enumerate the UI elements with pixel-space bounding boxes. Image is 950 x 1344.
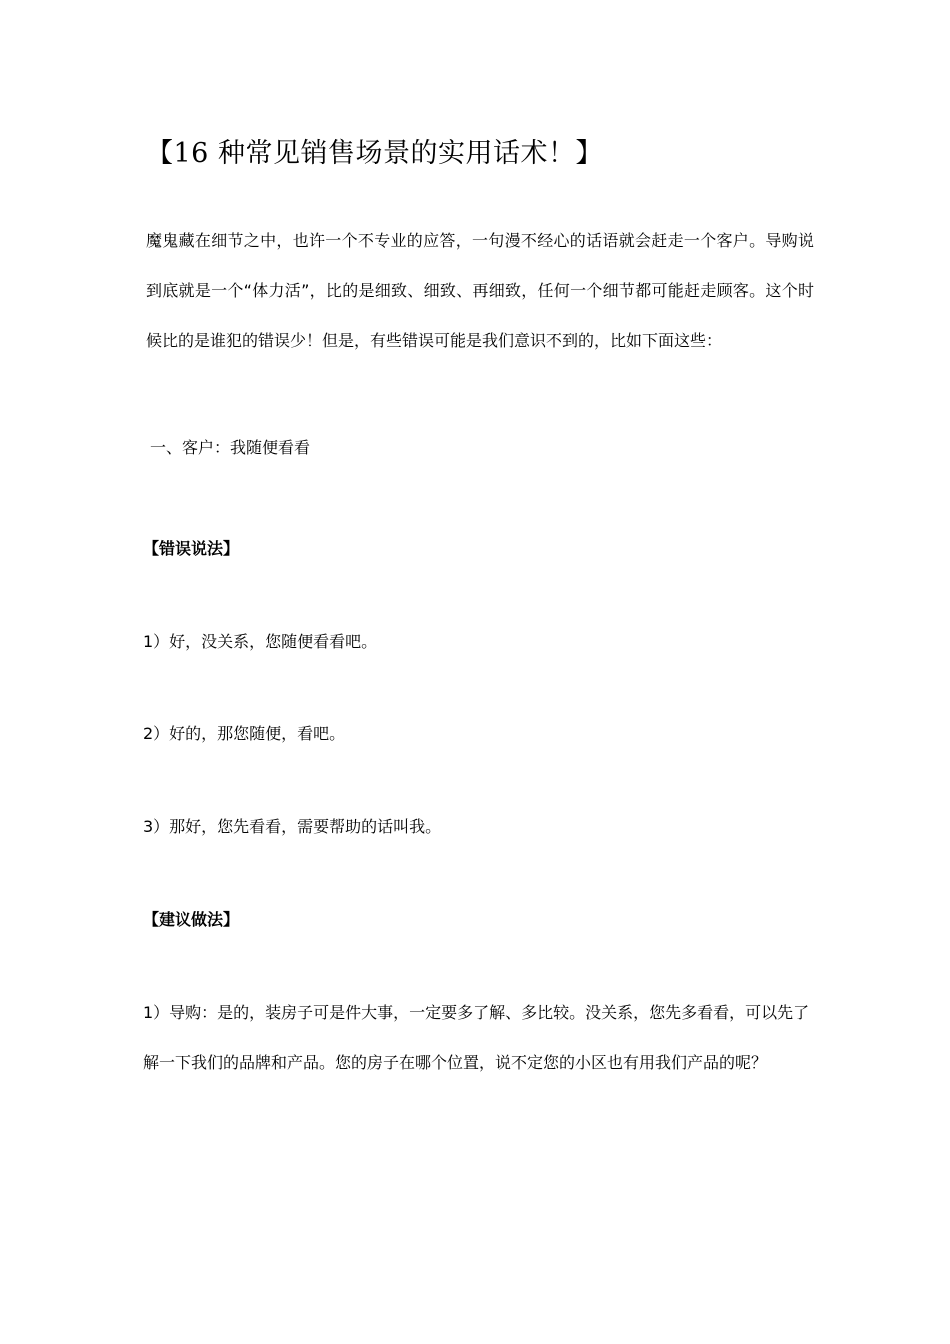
suggested-answer-item: 1）导购：是的，装房子可是件大事，一定要多了解、多比较。没关系，您先多看看，可以先了解一下我们的品牌和产品。您的房子在哪个位置，说不定您的小区也有用我们产品的呢？ bbox=[143, 1003, 810, 1072]
scenario-heading: 一、客户：我随便看看 bbox=[150, 438, 311, 457]
document-title: 【16 种常见销售场景的实用话术！】 bbox=[146, 138, 603, 169]
wrong-answer-item: 3）那好，您先看看，需要帮助的话叫我。 bbox=[143, 817, 442, 836]
suggested-answers-heading: 【建议做法】 bbox=[143, 910, 240, 929]
intro-paragraph: 魔鬼藏在细节之中，也许一个不专业的应答，一句漫不经心的话语就会赶走一个客户。导购说到底就是一个“体力活”，比的是细致、细致、再细致，任何一个细节都可能赶走顾客。这个时候比的是谁犯的错误少！但是，有些错误可能是我们意识不到的，比如下面这些： bbox=[146, 231, 814, 350]
wrong-answer-item: 1）好，没关系，您随便看看吧。 bbox=[143, 632, 378, 651]
wrong-answers-heading: 【错误说法】 bbox=[143, 539, 240, 558]
wrong-answer-item: 2）好的，那您随便，看吧。 bbox=[143, 724, 346, 743]
